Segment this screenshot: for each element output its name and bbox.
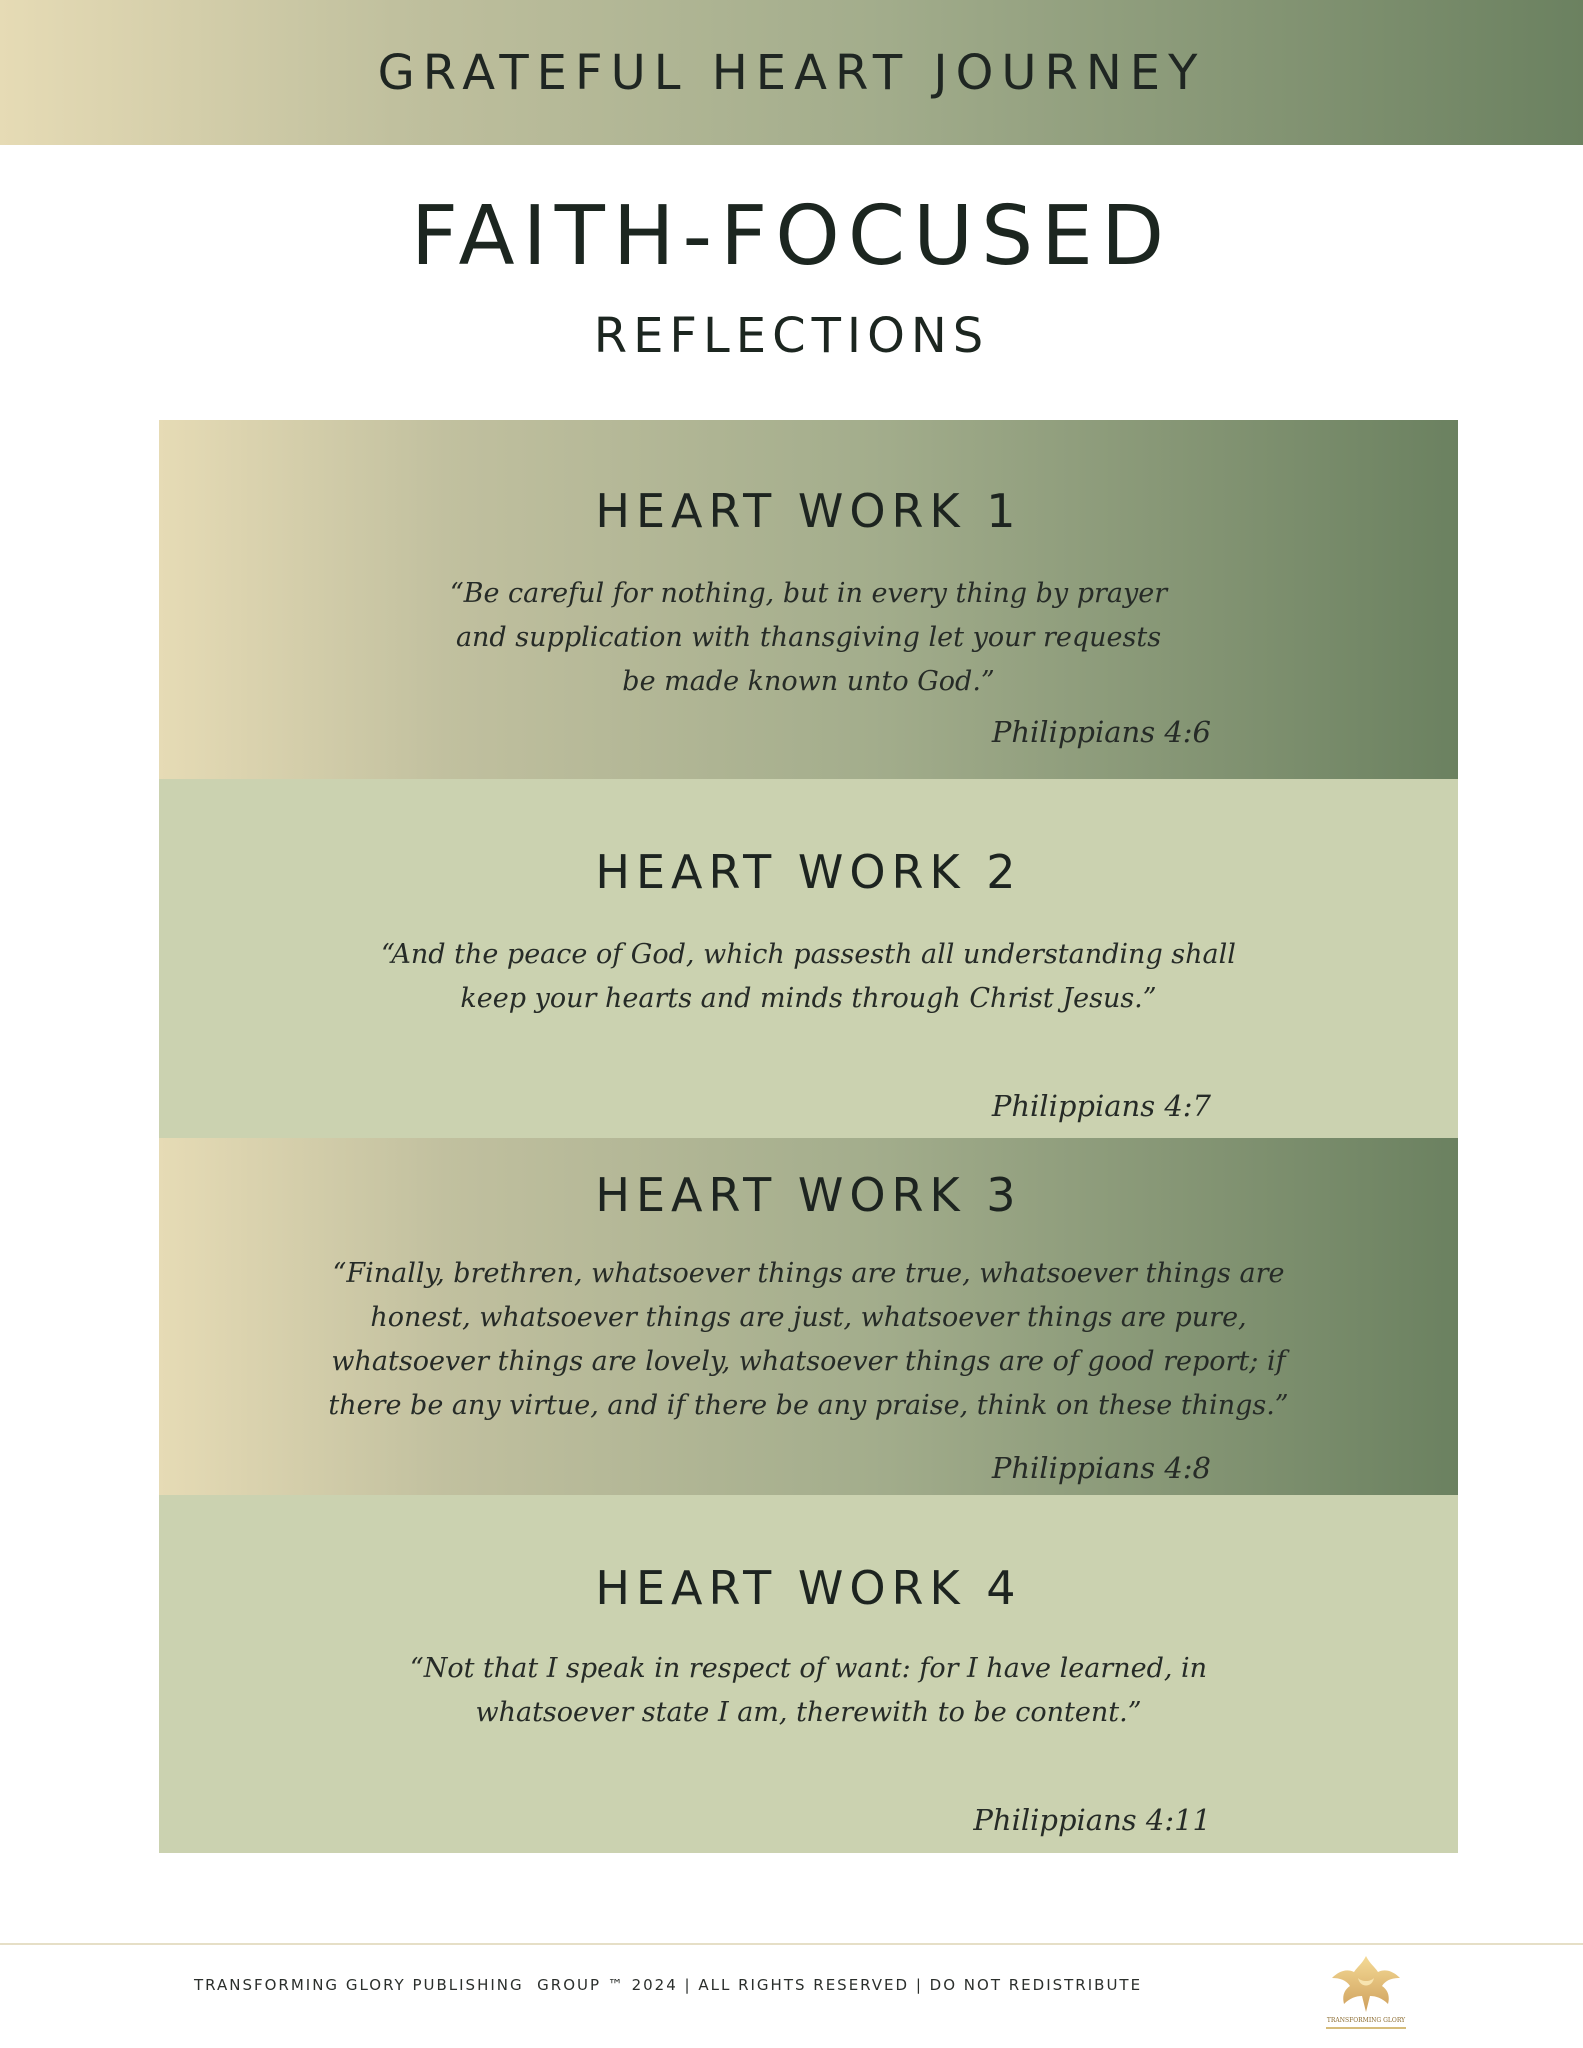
card-title: HEART WORK 3	[595, 1168, 1022, 1222]
card-title: HEART WORK 2	[595, 845, 1022, 899]
card-reference: Philippians 4:11	[973, 1803, 1211, 1837]
footer-copyright: TRANSFORMING GLORY PUBLISHING GROUP ™ 2024 | ALL RIGHTS RESERVED | DO NOT REDISTRIBUTE	[194, 1976, 1143, 1994]
card-title: HEART WORK 4	[595, 1561, 1022, 1615]
card-title: HEART WORK 1	[595, 484, 1022, 538]
card-quote: “Not that I speak in respect of want: for I have learned, in whatsoever state I am, therewith to be content.”	[409, 1653, 1208, 1728]
phoenix-logo-icon	[1318, 1948, 1414, 2038]
page-subtitle: REFLECTIONS	[593, 308, 990, 364]
svg-text:TRANSFORMING GLORY: TRANSFORMING GLORY	[1326, 2017, 1406, 2024]
card-quote: “Finally, brethren, whatsoever things are true, whatsoever things are honest, whatsoever things are just, whatsoever things are pure, whatsoever things are lovely, whatsoever things are of good report; if there be any virtue, and if there be any praise, think on these things.”	[328, 1258, 1289, 1421]
card-quote: “And the peace of God, which passesth all understanding shall keep your hearts and minds through Christ Jesus.”	[381, 939, 1236, 1014]
card-quote: “Be careful for nothing, but in every thing by prayer and supplication with thansgiving let your requests be made known unto God.”	[449, 578, 1168, 697]
footer-divider	[0, 1943, 1583, 1945]
heart-work-card-2	[159, 779, 1458, 1138]
heart-work-card-3	[159, 1138, 1458, 1495]
heart-work-card-1	[159, 420, 1458, 779]
card-reference: Philippians 4:7	[991, 1089, 1211, 1123]
header-banner	[0, 0, 1583, 145]
page-title: FAITH-FOCUSED	[410, 189, 1173, 284]
heart-work-card-4	[159, 1495, 1458, 1853]
card-reference: Philippians 4:8	[991, 1451, 1211, 1485]
banner-title: GRATEFUL HEART JOURNEY	[377, 44, 1206, 101]
card-reference: Philippians 4:6	[991, 715, 1211, 749]
